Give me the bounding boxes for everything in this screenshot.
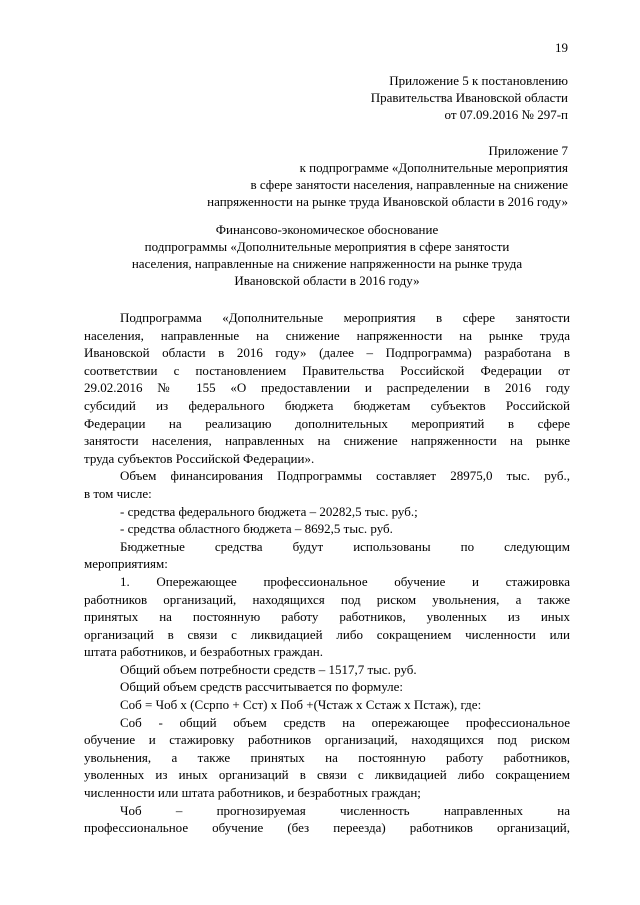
paragraph-federal-budget xyxy=(84,503,570,521)
title-line: Ивановской области в 2016 году» xyxy=(234,273,420,288)
text-line: Соб - общий объем средств на опережающее профессиональное xyxy=(120,714,570,730)
text-line: труда субъектов Российской Федерации». xyxy=(84,450,315,466)
header-line: Приложение 5 к постановлению xyxy=(389,73,568,88)
header-line: в сфере занятости населения, направленные на снижение xyxy=(250,177,568,192)
paragraph-intro xyxy=(84,309,570,467)
text-line: субсидий из федерального бюджета бюджетам субъектов Российской xyxy=(84,397,570,413)
text-line: 1. Опережающее профессиональное обучение и стажировка xyxy=(120,573,570,589)
title-line: подпрограммы «Дополнительные мероприятия в сфере занятости xyxy=(144,239,510,254)
text-line: Общий объем средств рассчитывается по формуле: xyxy=(120,679,404,695)
text-line: Подпрограмма «Дополнительные мероприятия в сфере занятости xyxy=(120,310,570,325)
text-line: уволенных из иных организаций в связи с ликвидацией либо сокращением xyxy=(84,767,570,783)
text-line: 29.02.2016 № 155 «О предоставлении и распределении в 2016 году xyxy=(84,380,570,396)
text-line: Бюджетные средства будут использованы по следующим xyxy=(120,538,570,554)
text-line: обучение и стажировку работников организаций, находящихся под риском xyxy=(84,732,570,748)
appendix-5-header xyxy=(371,72,568,123)
text-line: - средства федерального бюджета – 20282,5 тыс. руб.; xyxy=(120,503,418,519)
paragraph-formula-intro xyxy=(84,678,570,696)
paragraph-definition-sob xyxy=(84,714,570,802)
text-line: увольнения, а также принятых на постоянную работу работников, xyxy=(84,749,570,765)
text-line: населения, направленные на снижение напряженности на рынке труда xyxy=(84,327,570,343)
header-line: напряженности на рынке труда Ивановской области в 2016 году» xyxy=(207,194,568,209)
paragraph-funding xyxy=(84,467,570,502)
header-line: Приложение 7 xyxy=(488,143,568,158)
paragraph-definition-chob xyxy=(84,802,570,837)
header-line: к подпрограмме «Дополнительные мероприятия xyxy=(299,160,568,175)
text-line: организаций в связи с ликвидацией либо сокращением численности или xyxy=(84,626,570,642)
paragraph-formula xyxy=(84,696,570,714)
text-line: Федерации на реализацию дополнительных мероприятий в сфере xyxy=(84,415,570,431)
document-body xyxy=(84,309,570,837)
header-line: Правительства Ивановской области xyxy=(370,90,568,105)
text-line: Общий объем потребности средств – 1517,7 тыс. руб. xyxy=(120,661,417,677)
text-line: работников организаций, находящихся под риском увольнения, а также xyxy=(84,591,570,607)
paragraph-item-1 xyxy=(84,573,570,661)
document-title xyxy=(84,221,570,289)
text-line: в том числе: xyxy=(84,485,152,501)
text-line: соответствии с постановлением Правительства Российской Федерации от xyxy=(84,362,570,378)
title-line: Финансово-экономическое обоснование xyxy=(215,222,439,237)
text-line: Ивановской области в 2016 году» (далее – Подпрограмма) разработана в xyxy=(84,345,570,361)
header-line: от 07.09.2016 № 297-п xyxy=(444,107,568,122)
text-line: Объем финансирования Подпрограммы составляет 28975,0 тыс. руб., xyxy=(120,468,570,484)
text-line: принятых на постоянную работу работников, уволенных из иных xyxy=(84,609,570,625)
text-line: Чоб – прогнозируемая численность направленных на xyxy=(120,802,570,818)
text-line: мероприятиям: xyxy=(84,556,168,572)
paragraph-regional-budget xyxy=(84,520,570,538)
text-line: профессиональное обучение (без переезда) работников организаций, xyxy=(84,820,570,836)
text-line: занятости населения, направленных на снижение напряженности на рынке xyxy=(84,433,570,449)
page-number: 19 xyxy=(555,40,568,55)
text-line: - средства областного бюджета – 8692,5 тыс. руб. xyxy=(120,521,393,537)
formula-line: Соб = Чоб х (Ссрпо + Сст) х Поб +(Чстаж х Сстаж х Пстаж), где: xyxy=(120,697,482,713)
appendix-7-header xyxy=(207,142,568,210)
text-line: численности или штата работников, и безработных граждан; xyxy=(84,785,421,801)
paragraph-total-need xyxy=(84,661,570,679)
text-line: штата работников, и безработных граждан. xyxy=(84,644,323,660)
paragraph-activities xyxy=(84,538,570,573)
title-line: населения, направленные на снижение напряженности на рынке труда xyxy=(131,256,523,271)
